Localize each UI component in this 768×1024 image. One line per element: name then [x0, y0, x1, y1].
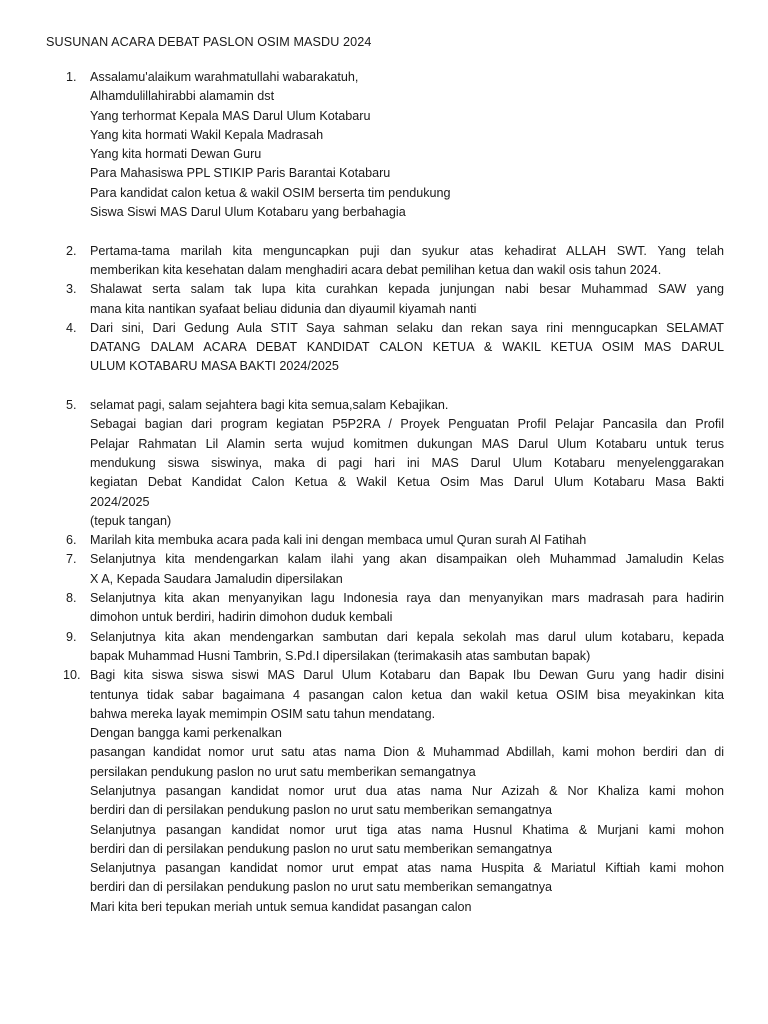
item-line: memberikan kita kesehatan dalam menghadiri acara debat pemilihan ketua dan wakil osis tahun 2024.	[90, 262, 662, 277]
item-number: 5.	[66, 398, 77, 413]
item-line: Selanjutnya pasangan kandidat nomor urut empat atas nama Huspita & Mariatul Kiftiah kami mohon	[90, 861, 724, 876]
item-line: persilakan pendukung paslon no urut satu memberikan semangatnya	[90, 764, 476, 779]
agenda-item-2	[66, 242, 724, 281]
item-line: Assalamu'alaikum warahmatullahi wabarakatuh,	[90, 70, 359, 84]
item-number: 1.	[66, 70, 77, 84]
item-line: bahwa mereka layak memimpin OSIM satu tahun mendatang.	[90, 706, 436, 721]
agenda-item-7	[66, 550, 724, 589]
item-line: Selanjutnya kita akan menyanyikan lagu Indonesia raya dan menyanyikan mars madrasah para hadirin	[90, 591, 724, 606]
item-line: Selanjutnya kita akan mendengarkan sambutan dari kepala sekolah mas darul ulum kotabaru, kepada	[90, 629, 724, 644]
item-line: selamat pagi, salam sejahtera bagi kita semua,salam Kebajikan.	[90, 398, 449, 413]
item-line: Pertama-tama marilah kita menguncapkan puji dan syukur atas kehadirat ALLAH SWT. Yang telah	[90, 243, 724, 258]
item-line: Para kandidat calon ketua & wakil OSIM berserta tim pendukung	[90, 185, 451, 200]
item-line: dimohon untuk berdiri, hadirin dimohon duduk kembali	[90, 610, 393, 625]
item-line: Dari sini, Dari Gedung Aula STIT Saya sahman selaku dan rekan saya rini menngucapkan SELAMAT	[90, 320, 724, 335]
item-line: ULUM KOTABARU MASA BAKTI 2024/2025	[90, 359, 339, 374]
agenda-item-10	[63, 666, 724, 917]
item-line: X A, Kepada Saudara Jamaludin dipersilakan	[90, 571, 343, 586]
item-line: Yang kita hormati Dewan Guru	[90, 147, 262, 162]
item-line: berdiri dan di persilakan pendukung paslon no urut satu memberikan semangatnya	[90, 841, 553, 856]
document-title: SUSUNAN ACARA DEBAT PASLON OSIM MASDU 2024	[46, 35, 372, 49]
item-line: Selanjutnya pasangan kandidat nomor urut dua atas nama Nur Azizah & Nor Khaliza kami mohon	[90, 783, 724, 798]
item-line: Para Mahasiswa PPL STIKIP Paris Barantai Kotabaru	[90, 166, 391, 181]
item-number: 6.	[66, 533, 77, 548]
item-number: 4.	[66, 320, 77, 335]
item-line: DATANG DALAM ACARA DEBAT KANDIDAT CALON KETUA & WAKIL KETUA OSIM MAS DARUL	[90, 340, 724, 355]
agenda-item-1	[66, 68, 724, 222]
item-line: berdiri dan di persilakan pendukung paslon no urut satu memberikan semangatnya	[90, 803, 553, 818]
item-number: 2.	[66, 243, 77, 258]
agenda-item-8	[66, 589, 724, 628]
item-line: Yang terhormat Kepala MAS Darul Ulum Kotabaru	[90, 108, 371, 123]
item-line: Yang kita hormati Wakil Kepala Madrasah	[90, 127, 324, 142]
item-line: 2024/2025	[90, 494, 150, 509]
item-number: 3.	[66, 282, 77, 297]
item-line: berdiri dan di persilakan pendukung paslon no urut satu memberikan semangatnya	[90, 880, 553, 895]
item-line: mendukung siswa siswinya, maka di pagi hari ini MAS Darul Ulum Kotabaru menyelenggarakan	[90, 455, 724, 470]
item-line: kegiatan Debat Kandidat Calon Ketua & Wakil Ketua Osim Mas Darul Ulum Kotabaru Masa Bakti	[90, 475, 724, 490]
item-line: Mari kita beri tepukan meriah untuk semua kandidat pasangan calon	[90, 899, 472, 914]
agenda-item-4	[66, 319, 724, 377]
paragraph-spacer	[66, 222, 724, 241]
item-number: 8.	[66, 591, 77, 606]
item-line: Pelajar Rahmatan Lil Alamin serta wujud komitmen dukungan MAS Darul Ulum Kotabaru untuk terus	[90, 436, 724, 451]
item-line: Dengan bangga kami perkenalkan	[90, 726, 282, 741]
item-line: mana kita nantikan syafaat beliau didunia dan diyaumil kiyamah nanti	[90, 301, 477, 316]
item-line: Selanjutnya pasangan kandidat nomor urut tiga atas nama Husnul Khatima & Murjani kami mohon	[90, 822, 724, 837]
item-line: Sebagai bagian dari program kegiatan P5P2RA / Proyek Penguatan Profil Pelajar Pancasila dan Profil	[90, 417, 724, 432]
item-line: tentunya tidak sabar bagaimana 4 pasangan calon ketua dan wakil ketua OSIM bisa meyakinkan kita	[90, 687, 724, 702]
item-line: (tepuk tangan)	[90, 513, 172, 528]
item-line: Bagi kita siswa siswa siswi MAS Darul Ulum Kotabaru dan Bapak Ibu Dewan Guru yang hadir disini	[90, 668, 724, 683]
item-line: Shalawat serta salam tak lupa kita curahkan kepada junjungan nabi besar Muhammad SAW yang	[90, 282, 724, 297]
agenda-item-3	[66, 280, 724, 319]
paragraph-spacer	[66, 377, 724, 396]
item-line: bapak Muhammad Husni Tambrin, S.Pd.I dipersilakan (terimakasih atas sambutan bapak)	[90, 648, 591, 663]
agenda-item-5	[66, 396, 724, 531]
item-line: pasangan kandidat nomor urut satu atas nama Dion & Muhammad Abdillah, kami mohon berdiri dan di	[90, 745, 724, 760]
item-number: 9.	[66, 629, 77, 644]
item-number: 10.	[63, 668, 81, 683]
item-line: Siswa Siswi MAS Darul Ulum Kotabaru yang berbahagia	[90, 205, 406, 220]
agenda-item-6	[66, 531, 724, 550]
item-line: Selanjutnya kita mendengarkan kalam ilahi yang akan disampaikan oleh Muhammad Jamaludin Kelas	[90, 552, 724, 567]
agenda-list	[63, 68, 724, 917]
agenda-item-9	[66, 628, 724, 667]
item-number: 7.	[66, 552, 77, 567]
item-line: Marilah kita membuka acara pada kali ini dengan membaca umul Quran surah Al Fatihah	[90, 533, 587, 548]
item-line: Alhamdulillahirabbi alamamin dst	[90, 89, 275, 104]
